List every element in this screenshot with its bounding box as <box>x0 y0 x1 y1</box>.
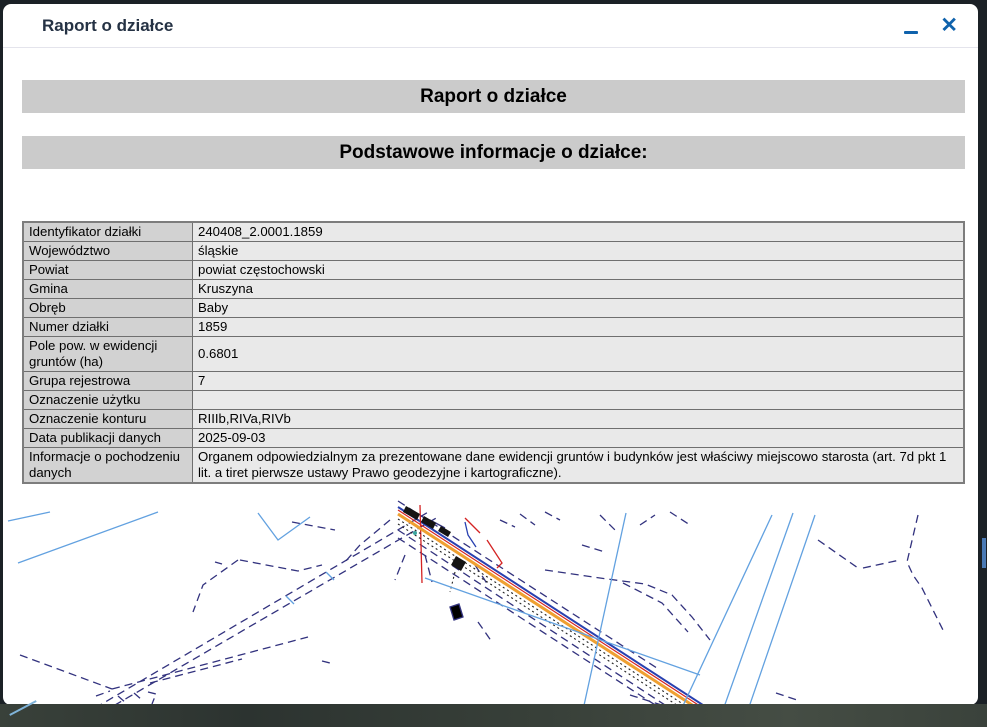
parcel-boundary-lines <box>20 501 943 705</box>
row-value: śląskie <box>193 242 965 261</box>
row-value: 7 <box>193 372 965 391</box>
table-row <box>23 242 964 261</box>
row-value: 2025-09-03 <box>193 429 965 448</box>
row-label: Województwo <box>23 242 193 261</box>
row-label: Obręb <box>23 299 193 318</box>
row-label: Oznaczenie konturu <box>23 410 193 429</box>
row-label: Numer działki <box>23 318 193 337</box>
table-row <box>23 372 964 391</box>
utility-lines <box>8 512 815 705</box>
window-controls <box>900 4 960 47</box>
highlight-red-lines <box>398 505 706 705</box>
table-row <box>23 299 964 318</box>
close-icon: ✕ <box>940 14 958 37</box>
row-value: 0.6801 <box>193 337 965 372</box>
table-row <box>23 280 964 299</box>
row-value: powiat częstochowski <box>193 261 965 280</box>
table-row <box>23 448 964 484</box>
table-row <box>23 222 964 242</box>
basic-info-header: Podstawowe informacje o działce: <box>22 136 965 169</box>
table-row <box>23 261 964 280</box>
row-label: Powiat <box>23 261 193 280</box>
row-label: Data publikacji danych <box>23 429 193 448</box>
row-value: Baby <box>193 299 965 318</box>
row-value: 240408_2.0001.1859 <box>193 222 965 242</box>
row-label: Identyfikator działki <box>23 222 193 242</box>
row-label: Pole pow. w ewidencji gruntów (ha) <box>23 337 193 372</box>
dialog-titlebar[interactable] <box>3 4 978 48</box>
table-row <box>23 337 964 372</box>
row-label: Informacje o pochodzeniu danych <box>23 448 193 484</box>
teal-marker-dot <box>413 531 417 535</box>
row-label: Grupa rejestrowa <box>23 372 193 391</box>
row-value <box>193 391 965 410</box>
background-map-strip <box>0 704 987 727</box>
row-value: 1859 <box>193 318 965 337</box>
road-edge-lines <box>398 507 706 705</box>
table-row <box>23 410 964 429</box>
parcel-info-table <box>22 221 965 484</box>
row-value: Kruszyna <box>193 280 965 299</box>
dialog-title: Raport o działce <box>42 15 174 35</box>
row-label: Oznaczenie użytku <box>23 391 193 410</box>
table-row <box>23 429 964 448</box>
close-button[interactable] <box>938 13 960 38</box>
minimize-button[interactable] <box>900 13 922 39</box>
table-row <box>23 318 964 337</box>
row-value: Organem odpowiedzialnym za prezentowane dane ewidencji gruntów i budynków jest właściwy miejscowo starosta (art. 7d pkt 1 lit. a tiret pierwsze ustawy Prawo geodezyjne i kartograficzne). <box>193 448 965 484</box>
cadastral-map-preview <box>0 500 987 705</box>
table-row <box>23 391 964 410</box>
report-title-header: Raport o działce <box>22 80 965 113</box>
row-label: Gmina <box>23 280 193 299</box>
minimize-icon <box>904 31 918 34</box>
row-value: RIIIb,RIVa,RIVb <box>193 410 965 429</box>
